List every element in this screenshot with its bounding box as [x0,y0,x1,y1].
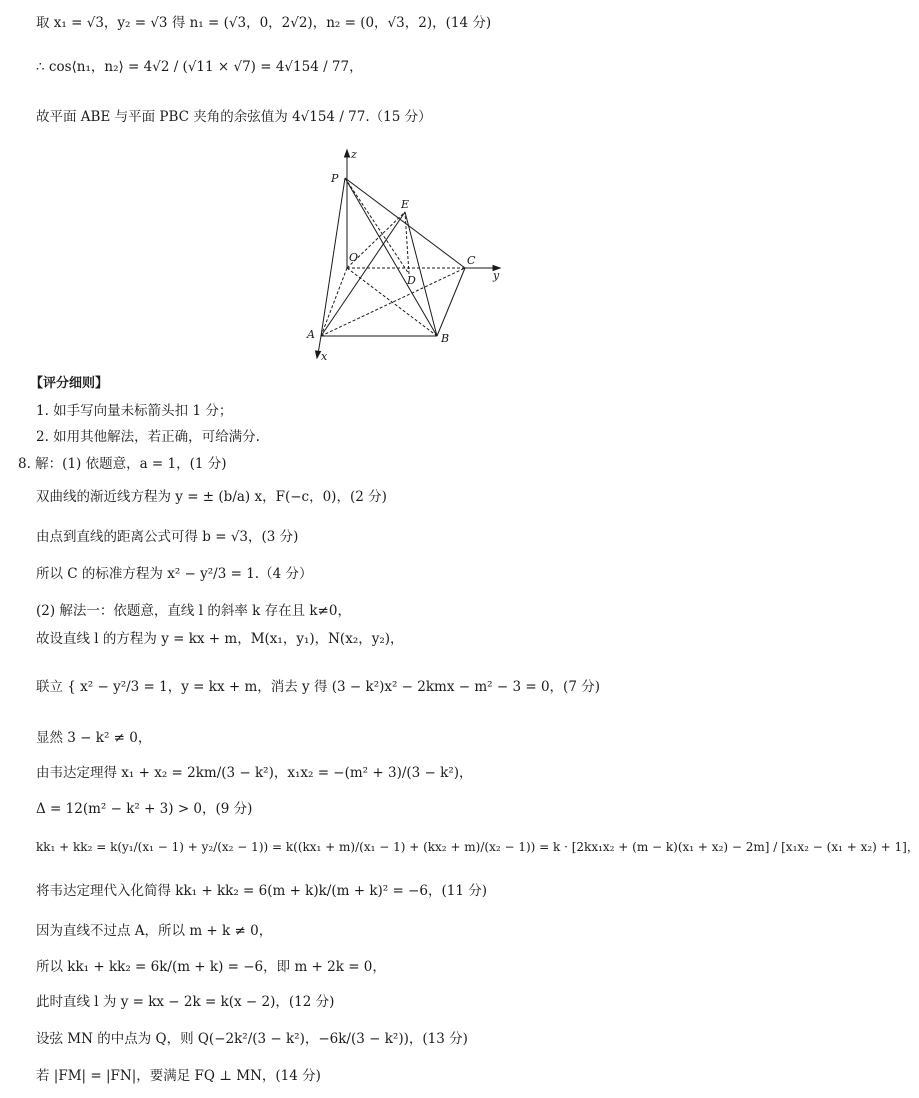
solution-line-3: 故平面 ABE 与平面 PBC 夹角的余弦值为 4√154 / 77.（15 分） [36,109,432,125]
grading-rule-2: 2. 如用其他解法，若正确，可给满分. [36,429,260,445]
p18-line-16: 设弦 MN 的中点为 Q，则 Q(−2k²/(3 − k²)，−6k/(3 − k²))，(13 分) [36,1031,468,1047]
p18-line-2: 双曲线的渐近线方程为 y = ± (b/a) x，F(−c，0)，(2 分) [36,489,387,505]
p18-line-11: kk₁ + kk₂ = k(y₁/(x₁ − 1) + y₂/(x₂ − 1)) = k((kx₁ + m)/(x₁ − 1) + (kx₂ + m)/(x₂ − 1)) = k · [2kx₁x₂ + (m − k)(x₁ + x₂) − 2m] / [x₁x₂ − (x₁ + x₂) + 1]， [36,840,919,854]
geometry-figure [305,148,515,362]
p18-line-10: Δ = 12(m² − k² + 3) > 0，(9 分) [36,801,253,817]
solution-line-2: ∴ cos⟨n₁，n₂⟩ = 4√2 / (√11 × √7) = 4√154 / 77， [36,59,363,75]
label-O: O [349,251,359,264]
solution-line-1: 取 x₁ = √3，y₂ = √3 得 n₁ = (√3，0，2√2)，n₂ = (0，√3，2)，(14 分) [36,15,492,31]
edge-PA [321,178,345,336]
p18-line-7: 联立 { x² − y²/3 = 1，y = kx + m，消去 y 得 (3 − k²)x² − 2kmx − m² − 3 = 0，(7 分) [36,679,600,695]
edge-OB [347,268,437,336]
x-axis-dashed [321,268,347,336]
p18-line-15: 此时直线 l 为 y = kx − 2k = k(x − 2)，(12 分) [36,994,335,1010]
p18-line-9: 由韦达定理得 x₁ + x₂ = 2km/(3 − k²)，x₁x₂ = −(m² + 3)/(3 − k²)， [36,765,473,781]
x-axis-arrow [316,351,321,358]
label-E: E [401,198,410,211]
p18-line-5: (2) 解法一：依题意，直线 l 的斜率 k 存在且 k≠0， [36,603,351,619]
z-axis-arrow [345,150,350,157]
edge-PC [345,178,465,268]
p18-line-13: 因为直线不过点 A，所以 m + k ≠ 0， [36,923,273,939]
edge-BC [437,268,465,336]
label-y: y [493,269,500,282]
label-x: x [321,350,328,363]
p18-line-8: 显然 3 − k² ≠ 0， [36,730,152,746]
label-P: P [331,172,339,185]
label-A: A [307,328,315,341]
grading-rule-1: 1. 如手写向量未标箭头扣 1 分； [36,403,233,419]
p18-line-17: 若 |FM| = |FN|，要满足 FQ ⊥ MN，(14 分) [36,1068,321,1084]
label-D: D [407,274,416,287]
label-z: z [351,148,357,161]
p18-line-14: 所以 kk₁ + kk₂ = 6k/(m + k) = −6，即 m + 2k = 0， [36,959,386,975]
p18-line-4: 所以 C 的标准方程为 x² − y²/3 = 1.（4 分） [36,566,313,582]
label-C: C [467,254,476,267]
p18-line-1: 8. 解：(1) 依题意，a = 1，(1 分) [18,456,227,472]
label-B: B [441,332,450,345]
edge-AE [321,212,405,336]
p18-line-3: 由点到直线的距离公式可得 b = √3，(3 分) [36,529,299,545]
p18-line-6: 故设直线 l 的方程为 y = kx + m，M(x₁，y₁)，N(x₂，y₂)， [36,631,404,647]
grading-heading: 【评分细则】 [30,376,109,391]
p18-line-12: 将韦达定理代入化简得 kk₁ + kk₂ = 6(m + k)k/(m + k)² = −6，(11 分) [36,883,487,899]
